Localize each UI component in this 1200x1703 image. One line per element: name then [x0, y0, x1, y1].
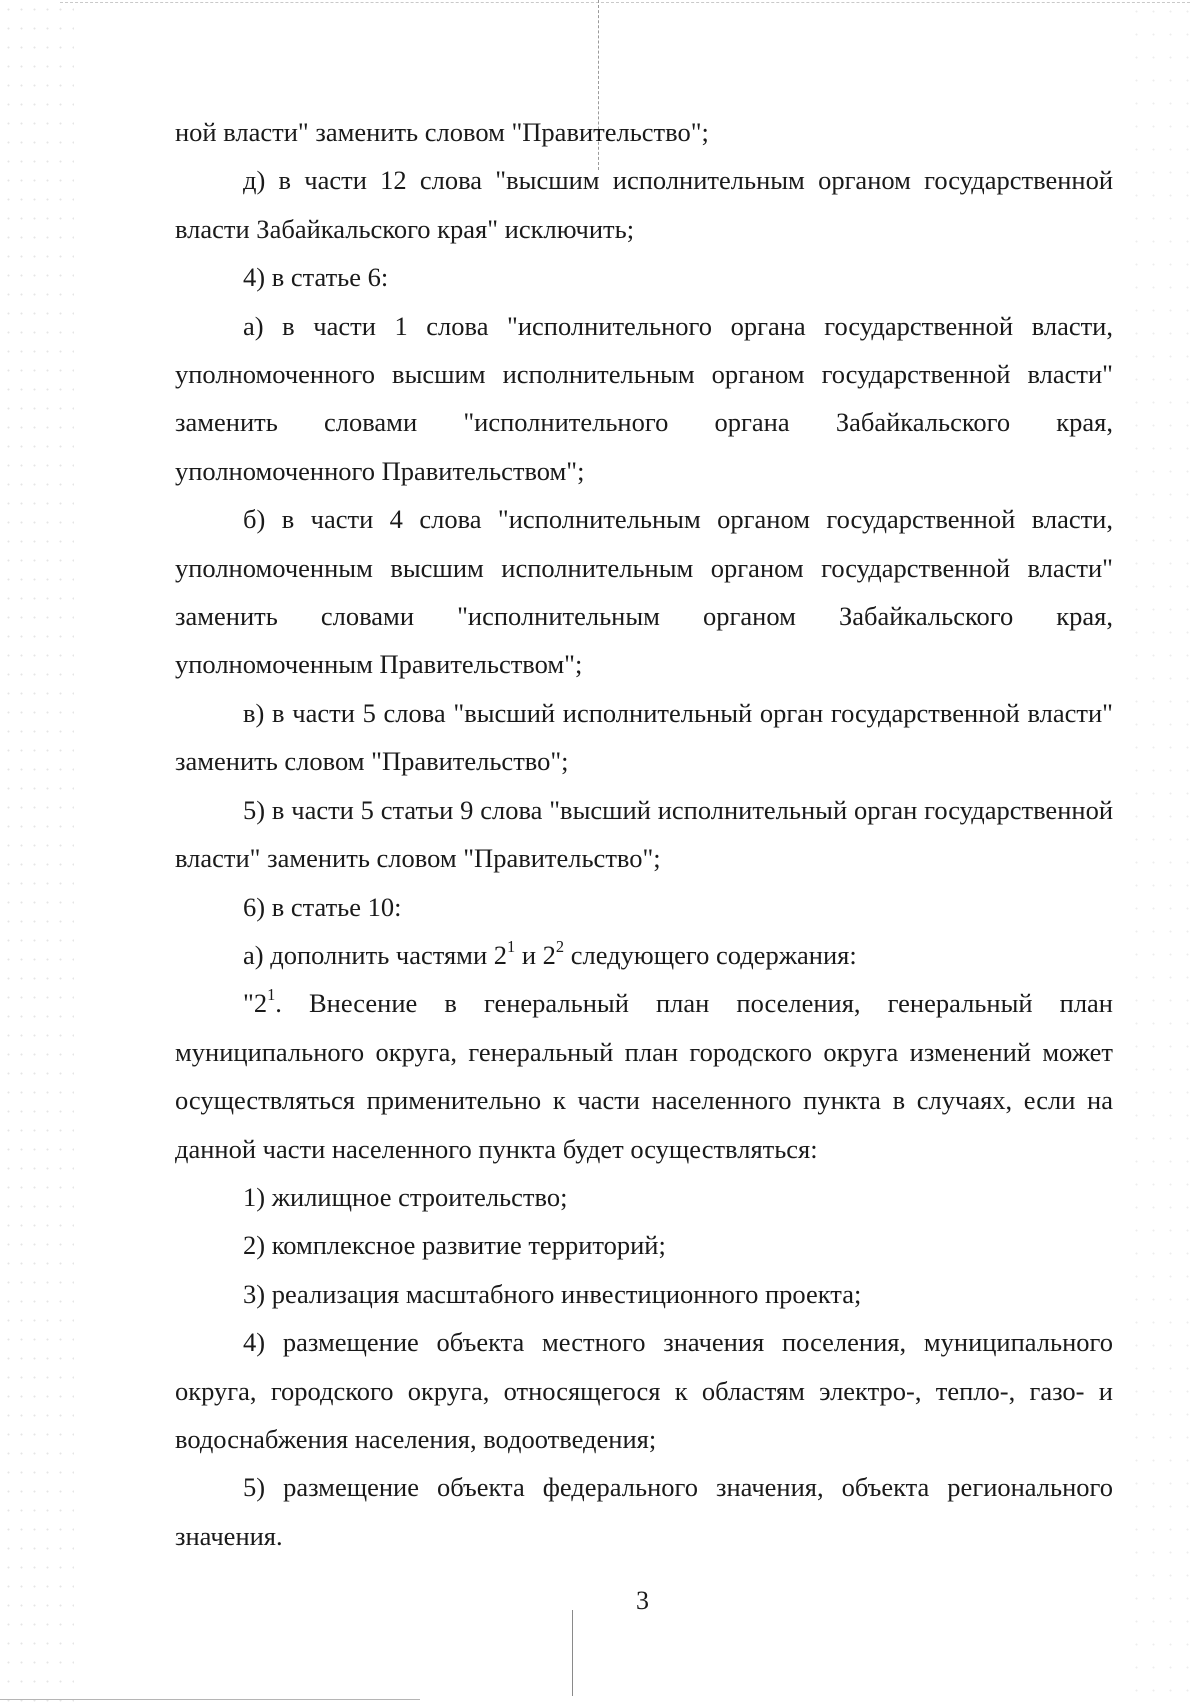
list-item-5: 5) размещение объекта федерального значения, объекта регионального значения. — [175, 1472, 1113, 1551]
paragraph-item-5: 5) в части 5 статьи 9 слова "высший исполнительный орган государственной власти" заменить словом "Правительство"; — [175, 794, 1113, 874]
document-body — [175, 108, 1113, 1560]
scan-edge-bottom — [0, 1699, 420, 1700]
paragraph-item-6a — [175, 931, 1113, 979]
scan-noise-right — [1128, 0, 1198, 1703]
paragraph-item-a: а) в части 1 слова "исполнительного органа государственной власти, уполномоченного высшим исполнительным органом государственной власти" заменить словами "исполнительного органа Забайкальского края, уполномоченного Правительством"; — [175, 310, 1113, 486]
list-item-1: 1) жилищное строительство; — [243, 1181, 568, 1212]
fold-line-bottom — [572, 1610, 573, 1696]
paragraph-continuation: ной власти" заменить словом "Правительство"; — [175, 117, 709, 147]
paragraph-text-part: а) дополнить частями 2 — [243, 939, 508, 970]
scan-noise-left — [2, 0, 74, 1703]
paragraph-item-6: 6) в статье 10: — [243, 891, 402, 922]
paragraph-new-part-2-1 — [175, 979, 1113, 1173]
paragraph-text-part: и 2 — [515, 939, 556, 970]
superscript: 1 — [507, 936, 516, 956]
list-item-2: 2) комплексное развитие территорий; — [243, 1230, 666, 1261]
paragraph-item-b: б) в части 4 слова "исполнительным органом государственной власти, уполномоченным высшим исполнительным органом государственной власти" заменить словами "исполнительным органом Забайкальского края, уполномоченным Правительством"; — [175, 504, 1113, 680]
list-item-4: 4) размещение объекта местного значения поселения, муниципального округа, городского округа, относящегося к областям электро-, тепло-, газо- и водоснабжения населения, водоотведения; — [175, 1327, 1113, 1454]
paragraph-text-part: . Внесение в генеральный план поселения, генеральный план муниципального округа, генеральный план городского округа изменений может осуществляться применительно к части населенного пункта в случаях, если на данной части населенного пункта будет осуществляться: — [175, 988, 1113, 1164]
list-item-3: 3) реализация масштабного инвестиционного проекта; — [243, 1278, 862, 1309]
page-number: 3 — [636, 1586, 649, 1615]
scan-edge-top — [60, 2, 1190, 3]
superscript: 1 — [267, 985, 276, 1005]
paragraph-item-v: в) в части 5 слова "высший исполнительный орган государственной власти" заменить словом "Правительство"; — [175, 697, 1113, 777]
paragraph-item-4: 4) в статье 6: — [243, 262, 389, 293]
paragraph-text-part: следующего содержания: — [564, 939, 857, 970]
paragraph-text-part: "2 — [243, 988, 268, 1019]
superscript: 2 — [555, 936, 565, 956]
paragraph-item-d: д) в части 12 слова "высшим исполнительным органом государственной власти Забайкальского края" исключить; — [175, 165, 1113, 244]
